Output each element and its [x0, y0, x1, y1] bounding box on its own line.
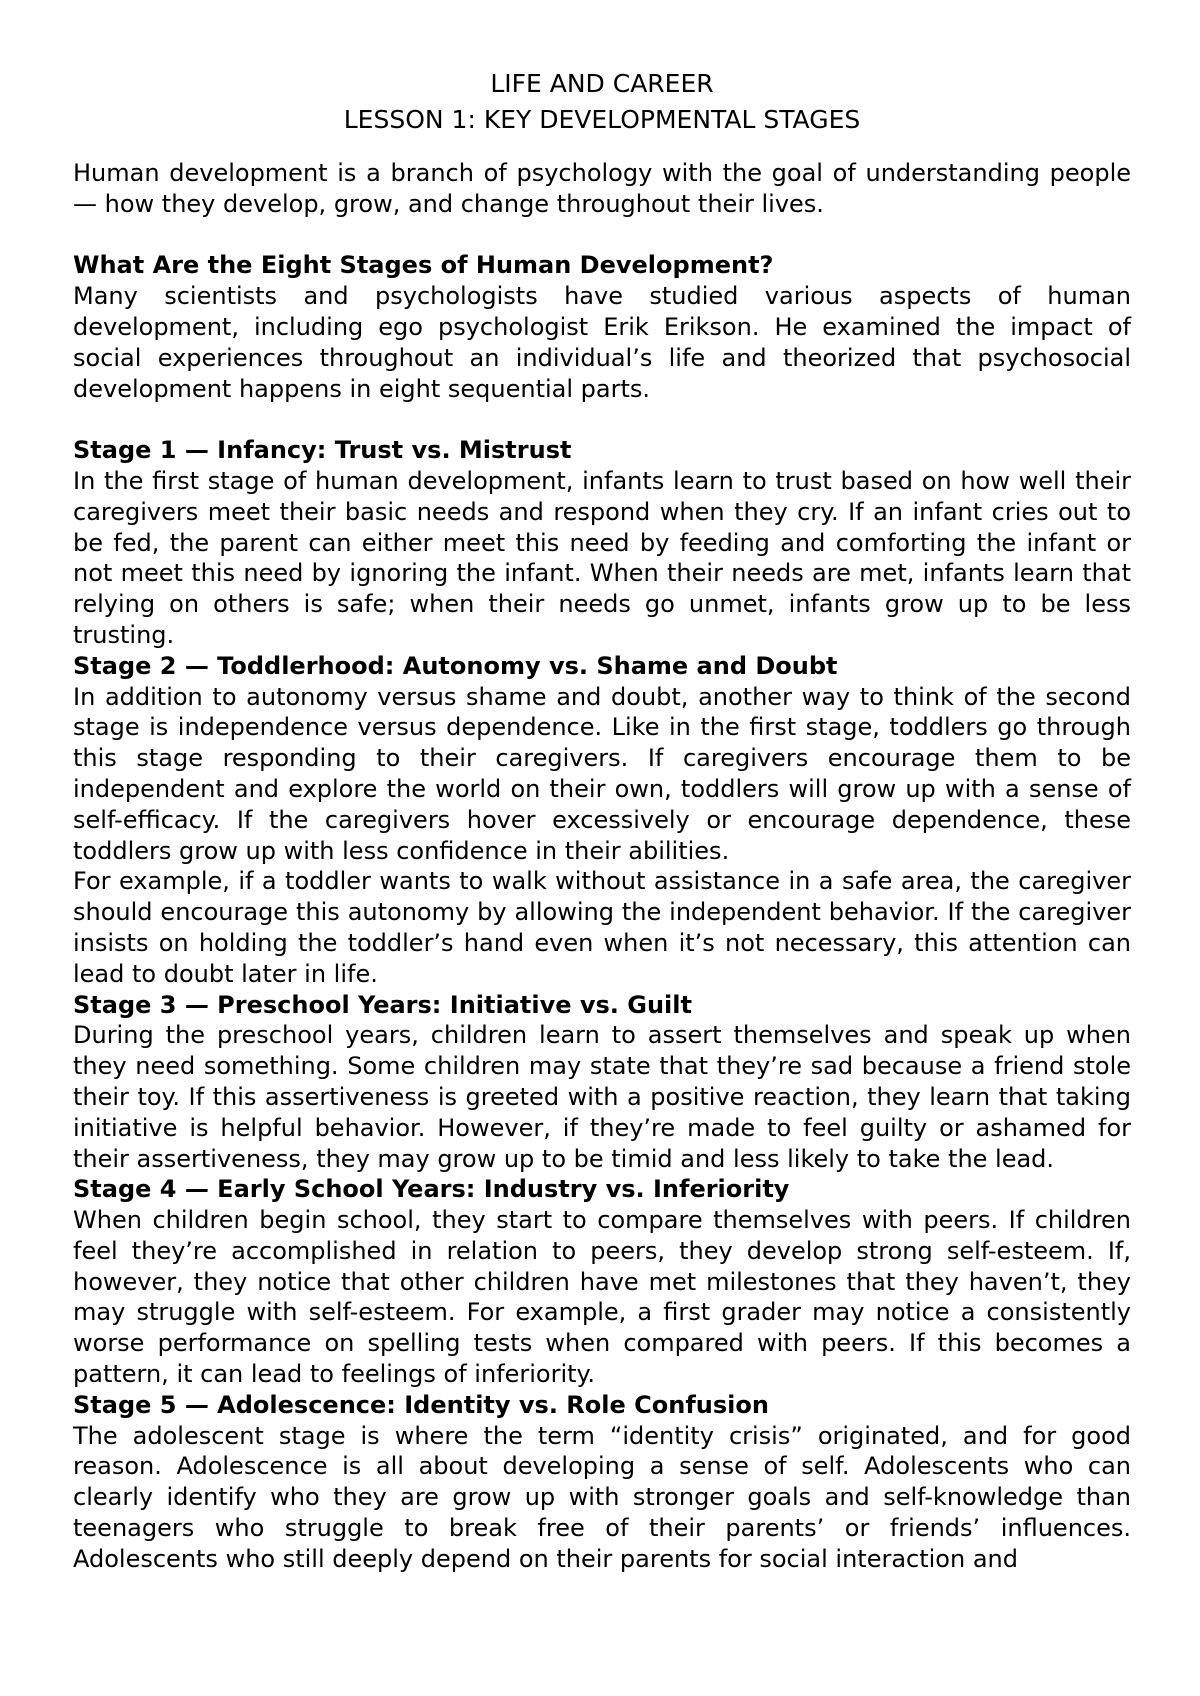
- stage-5-paragraph: The adolescent stage is where the term “identity crisis” originated, and for good reason. Adolescence is all about developing a sense of self. Adolescents who can clearly identify who they are grow up with stronger goals and self-knowledge than teenagers who struggle to break free of their parents’ or friends’ influences. Adolescents who still deeply depend on their parents for social interaction and: [73, 1421, 1131, 1573]
- stage-4-paragraph: When children begin school, they start to compare themselves with peers. If children feel they’re accomplished in relation to peers, they develop strong self-esteem. If, however, they notice that other children have met milestones that they haven’t, they may struggle with self-esteem. For example, a first grader may notice a consistently worse performance on spelling tests when compared with peers. If this becomes a pattern, it can lead to feelings of inferiority.: [73, 1206, 1131, 1389]
- lesson-title: LESSON 1: KEY DEVELOPMENTAL STAGES: [343, 105, 861, 134]
- stage-5-heading: Stage 5 — Adolescence: Identity vs. Role Confusion: [73, 1390, 769, 1419]
- stage-1-paragraph: In the first stage of human development, infants learn to trust based on how well their caregivers meet their basic needs and respond when they cry. If an infant cries out to be fed, the parent can either meet this need by feeding and comforting the infant or not meet this need by ignoring the infant. When their needs are met, infants learn that relying on others is safe; when their needs go unmet, infants grow up to be less trusting.: [73, 466, 1131, 649]
- title-block: [73, 66, 1131, 138]
- stage-2-example-paragraph: For example, if a toddler wants to walk without assistance in a safe area, the caregiver should encourage this autonomy by allowing the independent behavior. If the caregiver insists on holding the toddler’s hand even when it’s not necessary, this attention can lead to doubt later in life.: [73, 867, 1131, 988]
- spacer: [73, 404, 1131, 435]
- eight-stages-paragraph: Many scientists and psychologists have studied various aspects of human development, including ego psychologist Erik Erikson. He examined the impact of social experiences throughout an individual’s life and theorized that psychosocial development happens in eight sequential parts.: [73, 282, 1131, 403]
- spacer: [73, 220, 1131, 251]
- document-title: LIFE AND CAREER: [490, 69, 714, 98]
- stage-2-paragraph: In addition to autonomy versus shame and doubt, another way to think of the second stage is independence versus dependence. Like in the first stage, toddlers go through this stage responding to their caregivers. If caregivers encourage them to be independent and explore the world on their own, toddlers will grow up with a sense of self-efficacy. If the caregivers hover excessively or encourage dependence, these toddlers grow up with less confidence in their abilities.: [73, 682, 1131, 865]
- stage-1-heading: Stage 1 — Infancy: Trust vs. Mistrust: [73, 436, 572, 465]
- document-page: [73, 66, 1131, 1575]
- intro-paragraph: Human development is a branch of psychology with the goal of understanding people — how they develop, grow, and change throughout their lives.: [73, 159, 1131, 218]
- section-heading-eight-stages: What Are the Eight Stages of Human Development?: [73, 251, 774, 280]
- stage-3-heading: Stage 3 — Preschool Years: Initiative vs. Guilt: [73, 990, 692, 1019]
- stage-4-heading: Stage 4 — Early School Years: Industry vs. Inferiority: [73, 1175, 790, 1204]
- stage-3-paragraph: During the preschool years, children learn to assert themselves and speak up when they need something. Some children may state that they’re sad because a friend stole their toy. If this assertiveness is greeted with a positive reaction, they learn that taking initiative is helpful behavior. However, if they’re made to feel guilty or ashamed for their assertiveness, they may grow up to be timid and less likely to take the lead.: [73, 1021, 1131, 1173]
- stage-2-heading: Stage 2 — Toddlerhood: Autonomy vs. Shame and Doubt: [73, 651, 838, 680]
